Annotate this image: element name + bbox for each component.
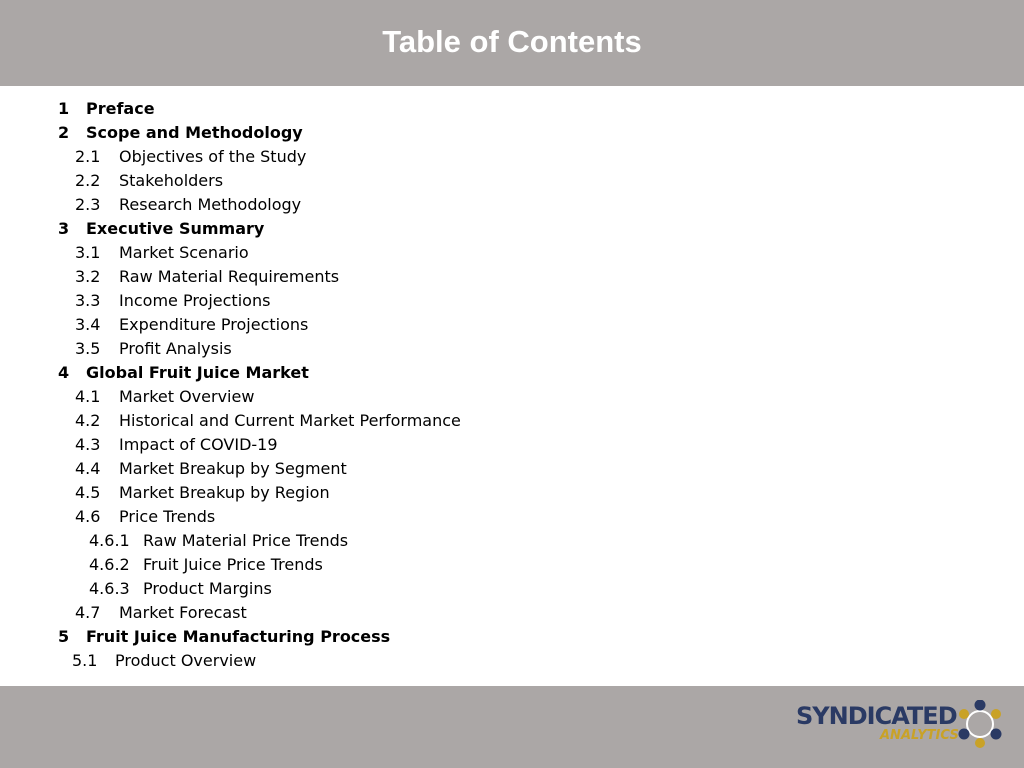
logo-dot	[975, 700, 986, 711]
toc-item-label: Market Scenario	[119, 243, 249, 262]
toc-item-label: Stakeholders	[119, 171, 224, 190]
toc-item-number: 4.4	[75, 459, 101, 478]
toc-item-label: Market Breakup by Region	[119, 483, 330, 502]
logo-brand-text: SYNDICATED	[796, 702, 957, 730]
toc-item-label: Price Trends	[119, 507, 216, 526]
toc-item-number: 3.1	[75, 243, 101, 262]
logo-dot	[959, 729, 970, 740]
toc-item-label: Product Overview	[115, 651, 257, 670]
toc-item-number: 5	[58, 627, 70, 646]
toc-item-label: Preface	[86, 99, 155, 118]
toc-item-number: 3.2	[75, 267, 101, 286]
toc-item-number: 4.6.1	[89, 531, 130, 550]
toc-item-number: 4.6.3	[89, 579, 130, 598]
logo-sub-text: ANALYTICS	[880, 728, 959, 743]
toc-item-number: 4.7	[75, 603, 101, 622]
toc-item-number: 4.3	[75, 435, 101, 454]
toc-item-label: Income Projections	[119, 291, 271, 310]
toc-item-label: Global Fruit Juice Market	[86, 363, 309, 382]
toc-item-label: Market Forecast	[119, 603, 247, 622]
toc-item-number: 3	[58, 219, 70, 238]
toc-item-number: 3.3	[75, 291, 101, 310]
logo-dot	[991, 709, 1001, 719]
logo-dot	[959, 709, 969, 719]
toc-item-number: 2.3	[75, 195, 101, 214]
toc-item-label: Historical and Current Market Performance	[119, 411, 461, 430]
toc-item-number: 3.4	[75, 315, 101, 334]
toc-item-label: Market Overview	[119, 387, 255, 406]
toc-item-label: Fruit Juice Manufacturing Process	[86, 627, 391, 646]
toc-item-number: 4	[58, 363, 70, 382]
toc-item-label: Market Breakup by Segment	[119, 459, 347, 478]
toc-item-label: Fruit Juice Price Trends	[143, 555, 323, 574]
toc-item-label: Executive Summary	[86, 219, 265, 238]
toc-item-label: Research Methodology	[119, 195, 302, 214]
toc-item-number: 5.1	[72, 651, 98, 670]
toc-item-label: Raw Material Price Trends	[143, 531, 349, 550]
toc-item-label: Product Margins	[143, 579, 272, 598]
header-bar	[0, 0, 1024, 86]
logo-ring	[967, 711, 993, 737]
toc-item-number: 4.2	[75, 411, 101, 430]
toc-item-number: 4.5	[75, 483, 101, 502]
company-logo	[796, 700, 1006, 750]
toc-item-label: Objectives of the Study	[119, 147, 307, 166]
page-title: Table of Contents	[382, 24, 642, 59]
toc-item-number: 3.5	[75, 339, 101, 358]
toc-item-number: 4.6.2	[89, 555, 130, 574]
dots-ring-icon	[958, 700, 1002, 748]
logo-dot	[991, 729, 1002, 740]
toc-item-number: 1	[58, 99, 70, 118]
toc-item-number: 2.1	[75, 147, 101, 166]
toc-item-label: Expenditure Projections	[119, 315, 309, 334]
toc-item-label: Raw Material Requirements	[119, 267, 340, 286]
toc-item-number: 2	[58, 123, 70, 142]
toc-item-label: Impact of COVID-19	[119, 435, 278, 454]
logo-dot	[975, 738, 985, 748]
toc-item-label: Profit Analysis	[119, 339, 232, 358]
toc-item-number: 4.6	[75, 507, 101, 526]
toc-item-number: 4.1	[75, 387, 101, 406]
toc-item-label: Scope and Methodology	[86, 123, 303, 142]
toc-item-number: 2.2	[75, 171, 101, 190]
